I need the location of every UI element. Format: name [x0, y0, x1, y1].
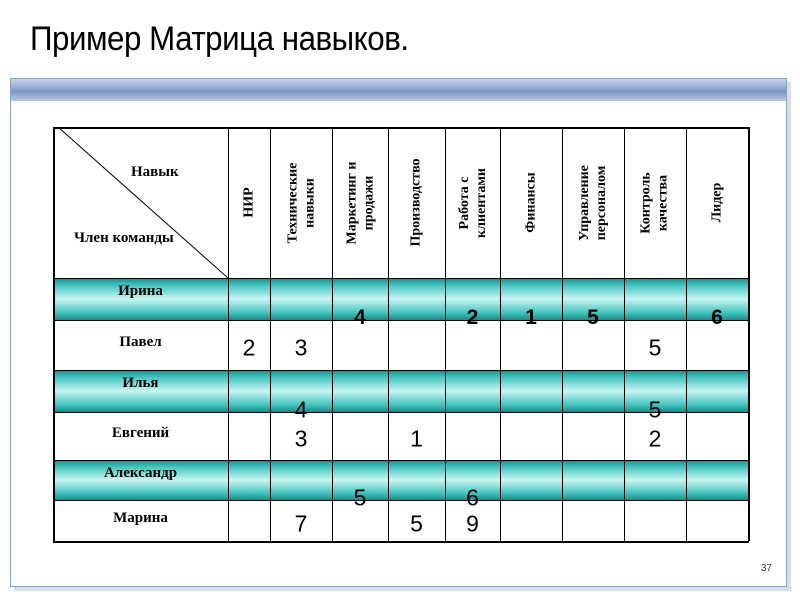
corner-label-skill: Навык: [131, 164, 179, 180]
column-header-1: [228, 127, 270, 278]
corner-diagonal: [53, 127, 228, 278]
row-name: Марина: [113, 509, 168, 526]
cell-value: 5: [353, 484, 367, 511]
row-name: Ирина: [118, 283, 163, 299]
table-row-border: [53, 320, 749, 321]
cell-value: 7: [294, 510, 308, 536]
column-header-2: [270, 127, 332, 278]
cell-value: 3: [294, 425, 308, 452]
table-row-border: [53, 460, 749, 461]
column-header-label: Лидер: [709, 182, 725, 223]
cell-value: 1: [525, 306, 537, 329]
row-name: Евгений: [111, 425, 170, 441]
column-header-label: НИР: [241, 187, 257, 218]
column-header-label: Работа с клиентами: [456, 167, 489, 238]
column-header-7: [562, 127, 624, 278]
cell-value: 5: [648, 396, 662, 423]
cell-value: 6: [711, 306, 723, 329]
cell-value: 5: [410, 510, 423, 536]
cell-value: 9: [466, 510, 479, 536]
cell-value: 3: [294, 334, 308, 361]
column-header-6: [500, 127, 562, 278]
cell-value: 2: [648, 425, 662, 452]
cell-value: 5: [648, 334, 662, 361]
column-header-label: Технические навыки: [285, 162, 317, 243]
column-header-label: Производство: [409, 158, 425, 247]
frame-header-bar: [11, 79, 786, 101]
column-header-8: [624, 127, 686, 278]
cell-value: 6: [466, 484, 479, 511]
table-row-border: [53, 370, 749, 371]
column-header-label: Финансы: [523, 172, 539, 233]
table-row-border: [53, 278, 749, 279]
column-header-4: [388, 127, 445, 278]
table-column-border: [748, 127, 750, 541]
cell-value: 4: [294, 396, 308, 423]
column-header-3: [332, 127, 388, 278]
row-name: Павел: [119, 334, 162, 350]
column-header-label: Маркетинг и продажи: [344, 161, 376, 244]
cell-value: 2: [242, 334, 256, 361]
cell-value: 5: [587, 306, 599, 329]
column-header-label: Контроль качества: [639, 171, 671, 234]
row-name: Илья: [122, 375, 159, 391]
corner-label-member: Член команды: [74, 230, 174, 246]
column-header-5: [445, 127, 500, 278]
column-header-label: Управление персоналом: [577, 164, 609, 241]
table-row-border: [53, 541, 749, 543]
table-row-border: [53, 500, 749, 501]
cell-value: 1: [410, 425, 423, 452]
slide-title: Пример Матрица навыков.: [30, 20, 409, 58]
table-row-border: [53, 412, 749, 413]
slide-number: 37: [760, 563, 772, 574]
row-name: Александр: [103, 465, 178, 481]
cell-value: 2: [466, 306, 479, 329]
column-header-9: [686, 127, 748, 278]
cell-value: 4: [354, 306, 366, 329]
